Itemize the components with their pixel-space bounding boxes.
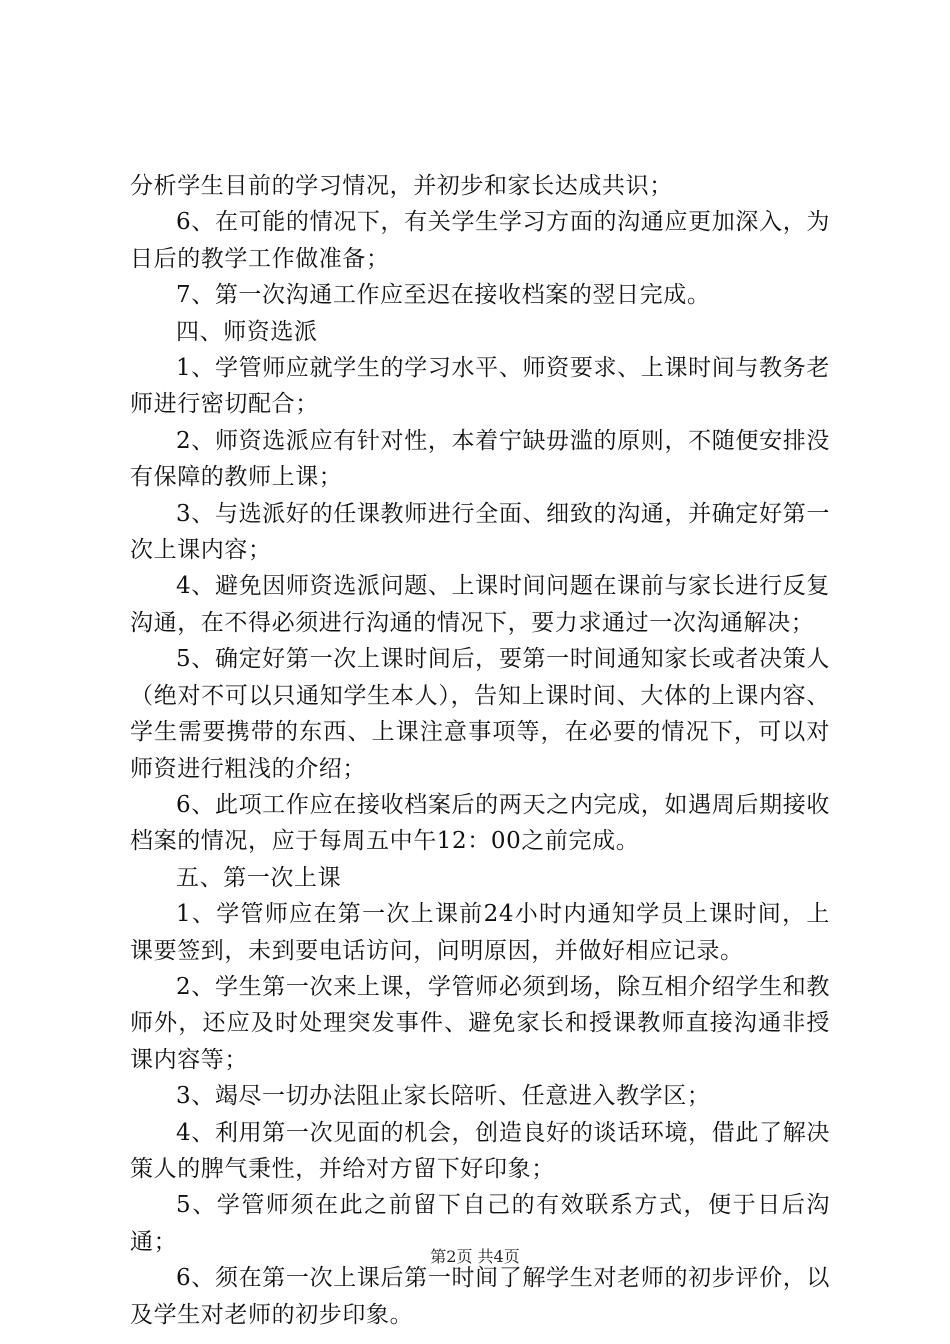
list-item: 3、竭尽一切办法阻止家长陪听、任意进入教学区； bbox=[176, 1083, 711, 1110]
list-item: 6、此项工作应在接收档案后的两天之内完成，如遇周后期接收档案的情况，应于每周五中午12：00之前完成。 bbox=[130, 791, 830, 855]
page-footer bbox=[0, 1244, 950, 1267]
list-item: 1、学管师应就学生的学习水平、师资要求、上课时间与教务老师进行密切配合； bbox=[130, 355, 830, 418]
list-item: 4、避免因师资选派问题、上课时间问题在课前与家长进行反复沟通，在不得必须进行沟通的情况下，要力求通过一次沟通解决； bbox=[130, 573, 830, 636]
list-item: 5、学管师须在此之前留下自己的有效联系方式，便于日后沟通； bbox=[130, 1192, 830, 1255]
page-number-label: 第2页 共4页 bbox=[430, 1247, 520, 1266]
section-heading: 五、第一次上课 bbox=[176, 864, 342, 891]
section-heading: 四、师资选派 bbox=[176, 318, 318, 345]
list-item: 6、在可能的情况下，有关学生学习方面的沟通应更加深入，为日后的教学工作做准备； bbox=[130, 209, 830, 272]
paragraph-continuation: 分析学生目前的学习情况，并初步和家长达成共识； bbox=[130, 173, 673, 199]
document-body bbox=[130, 168, 830, 1333]
list-item: 1、学管师应在第一次上课前24小时内通知学员上课时间，上课要签到，未到要电话访问，问明原因，并做好相应记录。 bbox=[130, 901, 830, 964]
list-item: 3、与选派好的任课教师进行全面、细致的沟通，并确定好第一次上课内容； bbox=[130, 500, 830, 564]
list-item: 2、学生第一次来上课，学管师必须到场，除互相介绍学生和教师外，还应及时处理突发事件、避免家长和授课教师直接沟通非授课内容等； bbox=[130, 973, 830, 1073]
list-item: 4、利用第一次见面的机会，创造良好的谈话环境，借此了解决策人的脾气秉性，并给对方留下好印象； bbox=[130, 1119, 830, 1182]
list-item: 2、师资选派应有针对性，本着宁缺毋滥的原则，不随便安排没有保障的教师上课； bbox=[130, 427, 830, 491]
list-item: 7、第一次沟通工作应至迟在接收档案的翌日完成。 bbox=[176, 282, 711, 309]
list-item: 6、须在第一次上课后第一时间了解学生对老师的初步评价，以及学生对老师的初步印象。 bbox=[130, 1265, 830, 1328]
list-item: 5、确定好第一次上课时间后，要第一时间通知家长或者决策人（绝对不可以只通知学生本人），告知上课时间、大体的上课内容、学生需要携带的东西、上课注意事项等，在必要的情况下，可以对师资进行粗浅的介绍； bbox=[130, 646, 830, 782]
